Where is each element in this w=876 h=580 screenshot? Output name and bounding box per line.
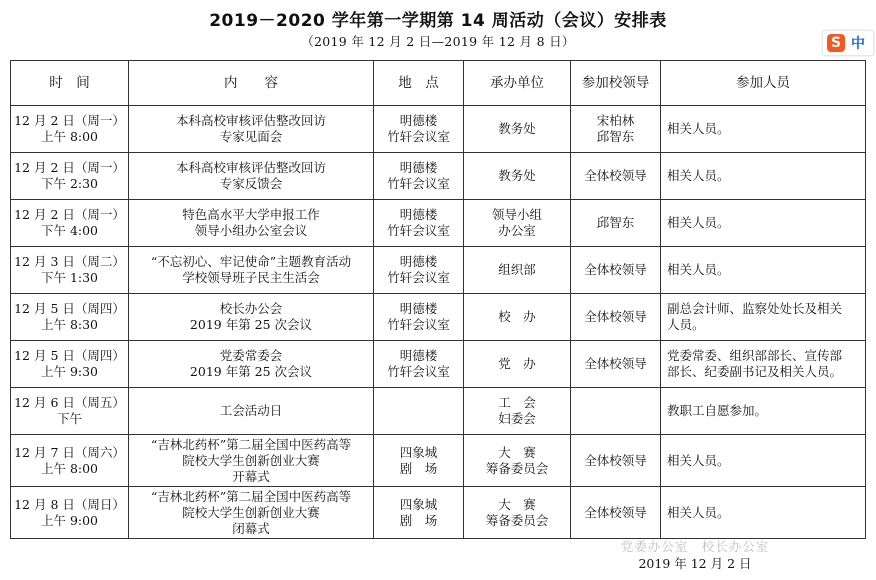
cell-leaders [571, 294, 661, 341]
table-row [11, 294, 866, 341]
cell-content [129, 153, 374, 200]
cell-time-line: 12 月 3 日（周二） [14, 254, 125, 269]
table-row [11, 200, 866, 247]
cell-content-line: 校长办公会 [219, 301, 283, 316]
cell-attendees-line: 党委常委、组织部部长、宣传部 [667, 348, 843, 363]
cell-content-line: 2019 年第 25 次会议 [189, 364, 313, 379]
cell-content-line: 特色高水平大学申报工作 [182, 207, 320, 222]
cell-content [129, 294, 374, 341]
cell-organizer-line: 工 会 [498, 395, 536, 410]
cell-leaders [571, 487, 661, 539]
cell-attendees [661, 106, 866, 153]
cell-leaders-line: 邱智东 [596, 129, 635, 144]
table-header-row [11, 61, 866, 106]
cell-content-line: “吉林北药杯”第二届全国中医药高等 [150, 436, 352, 452]
table-row [11, 247, 866, 294]
cell-content [129, 200, 374, 247]
cell-organizer [464, 435, 571, 487]
cell-time-line: 12 月 5 日（周四） [14, 348, 125, 363]
ime-language-indicator[interactable]: 中 [851, 36, 865, 52]
cell-time-line: 上午 8:00 [40, 460, 99, 476]
cell-time-line: 12 月 5 日（周四） [14, 301, 125, 316]
cell-time-line: 下午 1:30 [40, 270, 99, 285]
cell-attendees-line: 相关人员。 [667, 121, 730, 136]
cell-leaders [571, 247, 661, 294]
cell-attendees-line: 教职工自愿参加。 [667, 403, 768, 418]
cell-attendees-line: 副总会计师、监察处处长及相关 [667, 301, 843, 316]
cell-leaders [571, 388, 661, 435]
cell-attendees [661, 341, 866, 388]
cell-place [374, 106, 464, 153]
cell-time-line: 12 月 2 日（周一） [14, 207, 125, 222]
cell-attendees-line: 相关人员。 [667, 452, 730, 468]
cell-place-line: 竹轩会议室 [387, 129, 450, 144]
cell-attendees-line: 部长、纪委副书记及相关人员。 [667, 364, 843, 379]
cell-place [374, 341, 464, 388]
cell-content-line: 工会活动日 [219, 403, 283, 418]
cell-leaders-line: 全体校领导 [584, 262, 647, 277]
cell-organizer [464, 200, 571, 247]
cell-place [374, 153, 464, 200]
schedule-table [10, 60, 866, 539]
cell-content-line: 专家反馈会 [219, 176, 283, 191]
cell-place [374, 487, 464, 539]
cell-content [129, 487, 374, 539]
table-row [11, 106, 866, 153]
header-leaders: 参加校领导 [571, 61, 661, 106]
cell-organizer-line: 领导小组 [491, 207, 542, 222]
cell-time [11, 247, 129, 294]
cell-time [11, 106, 129, 153]
cell-attendees [661, 435, 866, 487]
cell-time-line: 12 月 8 日（周日） [14, 496, 125, 512]
cell-place-line: 四象城 [399, 496, 438, 512]
cell-place-line: 竹轩会议室 [387, 176, 450, 191]
sogou-logo-icon[interactable]: S [827, 34, 845, 52]
cell-place-line: 剧 场 [399, 460, 438, 476]
document-footer [590, 538, 800, 572]
cell-time [11, 487, 129, 539]
cell-content-line: 开幕式 [232, 468, 270, 484]
cell-time-line: 12 月 2 日（周一） [14, 113, 125, 128]
cell-time-line: 上午 9:30 [40, 364, 99, 379]
table-row [11, 388, 866, 435]
cell-place-line: 剧 场 [399, 512, 438, 528]
cell-time [11, 294, 129, 341]
cell-organizer-line: 筹备委员会 [485, 460, 549, 476]
cell-content-line: 院校大学生创新创业大赛 [182, 504, 320, 520]
cell-leaders-line: 全体校领导 [584, 504, 647, 520]
table-row [11, 487, 866, 539]
cell-time [11, 388, 129, 435]
cell-leaders-line: 宋柏林 [596, 113, 635, 128]
cell-leaders-line: 邱智东 [596, 215, 635, 230]
cell-place [374, 435, 464, 487]
cell-leaders-line: 全体校领导 [584, 168, 647, 183]
cell-organizer-line: 妇委会 [498, 411, 536, 426]
cell-organizer [464, 341, 571, 388]
cell-time-line: 12 月 6 日（周五） [14, 395, 125, 410]
cell-attendees [661, 247, 866, 294]
cell-leaders [571, 341, 661, 388]
cell-place-line: 明德楼 [399, 113, 438, 128]
cell-leaders [571, 200, 661, 247]
cell-place-line: 明德楼 [399, 254, 438, 269]
cell-leaders-line: 全体校领导 [584, 356, 647, 371]
cell-content-line: 闭幕式 [232, 520, 270, 536]
cell-content [129, 388, 374, 435]
date-range-subtitle: （2019 年 12 月 2 日—2019 年 12 月 8 日） [301, 34, 575, 49]
cell-content [129, 247, 374, 294]
cell-place-line: 明德楼 [399, 348, 438, 363]
cell-attendees [661, 153, 866, 200]
cell-organizer-line: 教务处 [498, 168, 536, 183]
cell-time-line: 上午 9:00 [40, 512, 99, 528]
header-attendees: 参加人员 [661, 61, 866, 106]
cell-attendees-line: 相关人员。 [667, 262, 730, 277]
cell-content [129, 435, 374, 487]
cell-attendees [661, 200, 866, 247]
cell-time-line: 上午 8:00 [40, 129, 99, 144]
table-row [11, 435, 866, 487]
cell-organizer-line: 党 办 [498, 356, 536, 371]
cell-place-line: 四象城 [399, 444, 438, 460]
cell-organizer-line: 大 赛 [498, 444, 536, 460]
cell-place-line: 竹轩会议室 [387, 317, 450, 332]
cell-time [11, 341, 129, 388]
header-organizer: 承办单位 [464, 61, 571, 106]
cell-attendees [661, 294, 866, 341]
cell-organizer-line: 大 赛 [498, 496, 536, 512]
cell-time-line: 下午 4:00 [40, 223, 99, 238]
cell-attendees [661, 487, 866, 539]
cell-organizer-line: 组织部 [498, 262, 536, 277]
cell-organizer-line: 筹备委员会 [485, 512, 549, 528]
cell-place-line: 明德楼 [399, 160, 438, 175]
cell-time-line: 12 月 7 日（周六） [14, 444, 125, 460]
cell-organizer-line: 教务处 [498, 121, 536, 136]
cell-attendees-line: 相关人员。 [667, 215, 730, 230]
cell-place-line: 竹轩会议室 [387, 223, 450, 238]
cell-organizer [464, 247, 571, 294]
cell-leaders [571, 435, 661, 487]
issuing-offices: 党委办公室 校长办公室 [620, 539, 770, 554]
cell-time-line: 上午 8:30 [40, 317, 99, 332]
header-place: 地 点 [374, 61, 464, 106]
cell-content-line: “不忘初心、牢记使命”主题教育活动 [150, 254, 352, 269]
cell-time [11, 200, 129, 247]
cell-time-line: 下午 2:30 [40, 176, 99, 191]
cell-time [11, 153, 129, 200]
cell-organizer [464, 153, 571, 200]
table-row [11, 153, 866, 200]
cell-place-line: 明德楼 [399, 207, 438, 222]
cell-organizer [464, 487, 571, 539]
cell-attendees-line: 相关人员。 [667, 168, 730, 183]
cell-content-line: 学校领导班子民主生活会 [182, 270, 320, 285]
cell-organizer-line: 校 办 [498, 309, 536, 324]
cell-content-line: 本科高校审核评估整改回访 [175, 113, 326, 128]
cell-attendees-line: 相关人员。 [667, 504, 730, 520]
cell-content [129, 341, 374, 388]
cell-leaders-line: 全体校领导 [584, 309, 647, 324]
cell-place [374, 200, 464, 247]
cell-leaders-line: 全体校领导 [584, 452, 647, 468]
cell-place [374, 388, 464, 435]
cell-leaders [571, 106, 661, 153]
header-content: 内 容 [129, 61, 374, 106]
cell-attendees-line: 人员。 [667, 317, 705, 332]
cell-leaders [571, 153, 661, 200]
cell-content-line: 2019 年第 25 次会议 [189, 317, 313, 332]
cell-content-line: 院校大学生创新创业大赛 [182, 452, 320, 468]
cell-content-line: 本科高校审核评估整改回访 [175, 160, 326, 175]
cell-attendees [661, 388, 866, 435]
cell-content-line: “吉林北药杯”第二届全国中医药高等 [150, 488, 352, 504]
cell-place-line: 竹轩会议室 [387, 270, 450, 285]
cell-content-line: 专家见面会 [219, 129, 283, 144]
cell-organizer [464, 106, 571, 153]
cell-content-line: 党委常委会 [219, 348, 283, 363]
cell-time-line: 下午 [56, 411, 82, 426]
cell-place-line: 明德楼 [399, 301, 438, 316]
cell-organizer [464, 294, 571, 341]
cell-content [129, 106, 374, 153]
cell-content-line: 领导小组办公室会议 [194, 223, 308, 238]
cell-place [374, 247, 464, 294]
cell-organizer [464, 388, 571, 435]
cell-place [374, 294, 464, 341]
cell-time [11, 435, 129, 487]
ime-status-bar[interactable] [822, 30, 874, 56]
header-time: 时 间 [11, 61, 129, 106]
cell-place-line: 竹轩会议室 [387, 364, 450, 379]
issue-date: 2019 年 12 月 2 日 [638, 556, 752, 571]
document-title: 2019－2020 学年第一学期第 14 周活动（会议）安排表 [209, 11, 667, 31]
table-row [11, 341, 866, 388]
cell-organizer-line: 办公室 [498, 223, 536, 238]
cell-time-line: 12 月 2 日（周一） [14, 160, 125, 175]
